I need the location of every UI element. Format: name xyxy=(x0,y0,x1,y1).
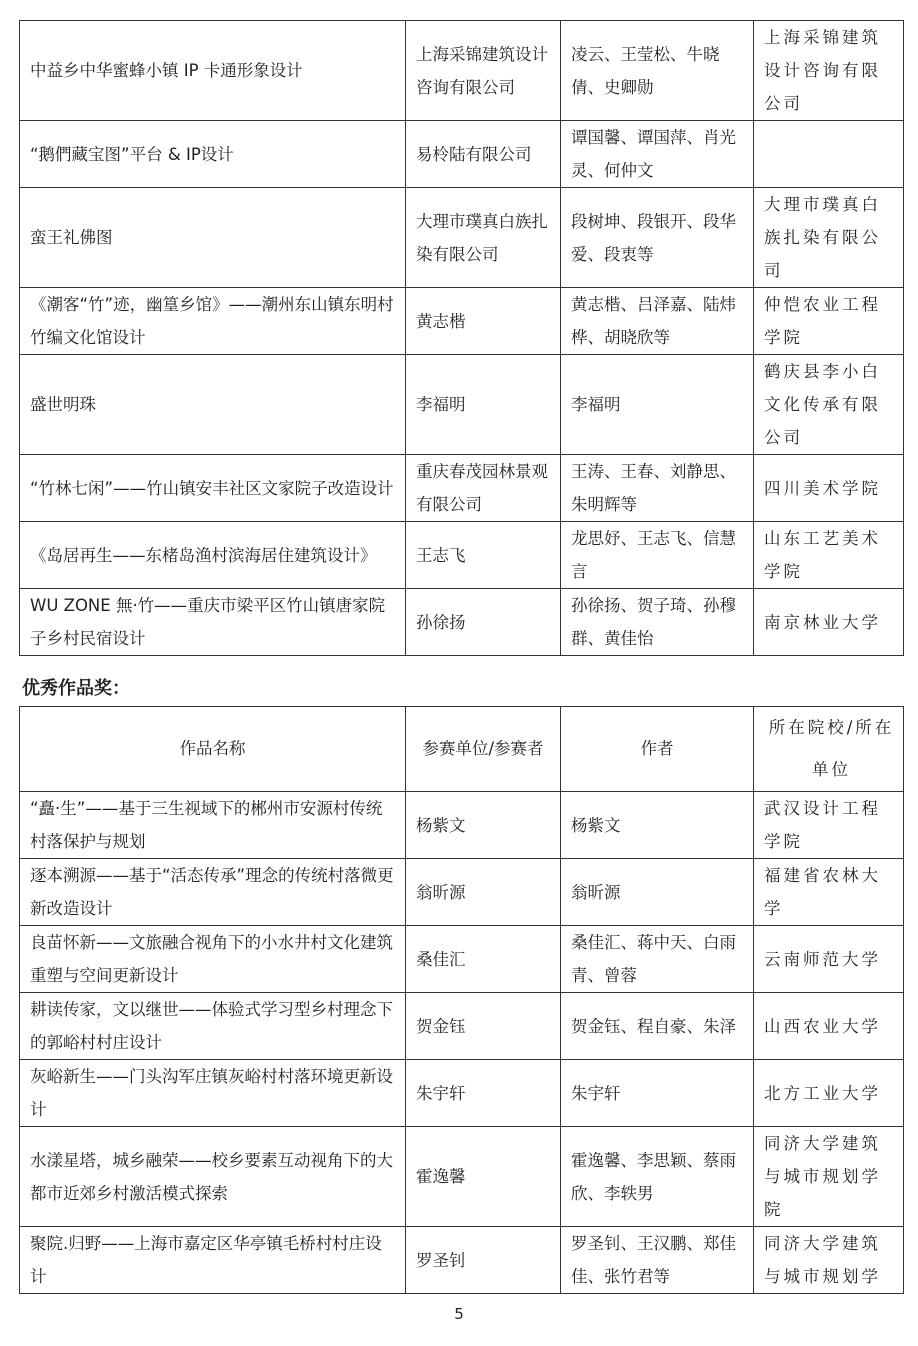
page-number: 5 xyxy=(454,1305,464,1323)
author-cell: 凌云、王莹松、牛晓倩、史卿勋 xyxy=(561,21,754,121)
institution-cell: 北方工业大学 xyxy=(754,1060,904,1127)
header-entrant: 参赛单位/参赛者 xyxy=(406,707,561,792)
awards-table-excellent xyxy=(19,706,904,1294)
section-title-excellent-works: 优秀作品奖： xyxy=(22,678,130,699)
header-work-name: 作品名称 xyxy=(20,707,406,792)
institution-cell: 云南师范大学 xyxy=(754,926,904,993)
entrant-cell: 黄志楷 xyxy=(406,288,561,355)
entrant-cell: 孙徐扬 xyxy=(406,589,561,656)
institution-cell: 同济大学建筑与城市规划学院 xyxy=(754,1127,904,1227)
author-cell: 朱宇轩 xyxy=(561,1060,754,1127)
entrant-cell: 重庆春茂园林景观有限公司 xyxy=(406,455,561,522)
institution-cell: 南京林业大学 xyxy=(754,589,904,656)
entrant-cell: 霍逸馨 xyxy=(406,1127,561,1227)
work-name-cell: “竹林七闲”——竹山镇安丰社区文家院子改造设计 xyxy=(20,455,406,522)
author-cell: 段树坤、段银开、段华爱、段衷等 xyxy=(561,188,754,288)
institution-cell: 山西农业大学 xyxy=(754,993,904,1060)
author-cell: 翁昕源 xyxy=(561,859,754,926)
table-row xyxy=(20,792,904,859)
author-cell: 孙徐扬、贺子琦、孙穆群、黄佳怡 xyxy=(561,589,754,656)
work-name-cell: 聚院.归野——上海市嘉定区华亭镇毛桥村村庄设计 xyxy=(20,1227,406,1294)
entrant-cell: 杨紫文 xyxy=(406,792,561,859)
entrant-cell: 罗圣钊 xyxy=(406,1227,561,1294)
institution-cell: 大理市璞真白族扎染有限公司 xyxy=(754,188,904,288)
author-cell: 杨紫文 xyxy=(561,792,754,859)
work-name-cell: 水漾星塔，城乡融荣——校乡要素互动视角下的大都市近郊乡村激活模式探索 xyxy=(20,1127,406,1227)
table-header-row xyxy=(20,707,904,792)
table-row xyxy=(20,589,904,656)
table-row xyxy=(20,21,904,121)
header-author: 作者 xyxy=(561,707,754,792)
author-cell: 谭国馨、谭国萍、肖光灵、何仲文 xyxy=(561,121,754,188)
institution-cell: 鹤庆县李小白文化传承有限公司 xyxy=(754,355,904,455)
table-row xyxy=(20,993,904,1060)
author-cell: 贺金钰、程自豪、朱泽 xyxy=(561,993,754,1060)
entrant-cell: 上海采锦建筑设计咨询有限公司 xyxy=(406,21,561,121)
author-cell: 霍逸馨、李思颖、蔡雨欣、李轶男 xyxy=(561,1127,754,1227)
table-row xyxy=(20,288,904,355)
entrant-cell: 王志飞 xyxy=(406,522,561,589)
institution-cell: 四川美术学院 xyxy=(754,455,904,522)
work-name-cell: 良苗怀新——文旅融合视角下的小水井村文化建筑重塑与空间更新设计 xyxy=(20,926,406,993)
author-cell: 李福明 xyxy=(561,355,754,455)
entrant-cell: 贺金钰 xyxy=(406,993,561,1060)
table-row xyxy=(20,188,904,288)
author-cell: 罗圣钊、王汉鹏、郑佳佳、张竹君等 xyxy=(561,1227,754,1294)
table-row xyxy=(20,926,904,993)
entrant-cell: 翁昕源 xyxy=(406,859,561,926)
work-name-cell: 逐本溯源——基于“活态传承”理念的传统村落微更新改造设计 xyxy=(20,859,406,926)
entrant-cell: 桑佳汇 xyxy=(406,926,561,993)
author-cell: 桑佳汇、蒋中天、白雨青、曾蓉 xyxy=(561,926,754,993)
entrant-cell: 易柃陆有限公司 xyxy=(406,121,561,188)
entrant-cell: 李福明 xyxy=(406,355,561,455)
table-row xyxy=(20,859,904,926)
awards-table-1 xyxy=(19,20,904,656)
table-row xyxy=(20,522,904,589)
table-row xyxy=(20,355,904,455)
work-name-cell: “矗·生”——基于三生视域下的郴州市安源村传统村落保护与规划 xyxy=(20,792,406,859)
entrant-cell: 朱宇轩 xyxy=(406,1060,561,1127)
entrant-cell: 大理市璞真白族扎染有限公司 xyxy=(406,188,561,288)
author-cell: 王涛、王春、刘静思、朱明辉等 xyxy=(561,455,754,522)
table-row xyxy=(20,121,904,188)
table-row xyxy=(20,1060,904,1127)
institution-cell: 武汉设计工程学院 xyxy=(754,792,904,859)
work-name-cell: 中益乡中华蜜蜂小镇 IP 卡通形象设计 xyxy=(20,21,406,121)
work-name-cell: 蛮王礼佛图 xyxy=(20,188,406,288)
author-cell: 黄志楷、吕泽嘉、陆炜桦、胡晓欣等 xyxy=(561,288,754,355)
institution-cell: 同济大学建筑与城市规划学 xyxy=(754,1227,904,1294)
work-name-cell: 灰峪新生——门头沟军庄镇灰峪村村落环境更新设计 xyxy=(20,1060,406,1127)
institution-cell: 仲恺农业工程学院 xyxy=(754,288,904,355)
header-institution: 所在院校/所在单位 xyxy=(754,707,904,792)
work-name-cell: 耕读传家，文以继世——体验式学习型乡村理念下的郭峪村村庄设计 xyxy=(20,993,406,1060)
work-name-cell: 盛世明珠 xyxy=(20,355,406,455)
institution-cell xyxy=(754,121,904,188)
work-name-cell: 《岛居再生——东楮岛渔村滨海居住建筑设计》 xyxy=(20,522,406,589)
institution-cell: 福建省农林大学 xyxy=(754,859,904,926)
work-name-cell: “鹅們藏宝图”平台 & IP设计 xyxy=(20,121,406,188)
institution-cell: 上海采锦建筑设计咨询有限公司 xyxy=(754,21,904,121)
work-name-cell: WU ZONE 無·竹——重庆市梁平区竹山镇唐家院子乡村民宿设计 xyxy=(20,589,406,656)
institution-cell: 山东工艺美术学院 xyxy=(754,522,904,589)
table-row xyxy=(20,455,904,522)
table-row xyxy=(20,1127,904,1227)
work-name-cell: 《潮客“竹”迹，幽篁乡馆》——潮州东山镇东明村竹编文化馆设计 xyxy=(20,288,406,355)
table-row xyxy=(20,1227,904,1294)
author-cell: 龙思妤、王志飞、信慧言 xyxy=(561,522,754,589)
